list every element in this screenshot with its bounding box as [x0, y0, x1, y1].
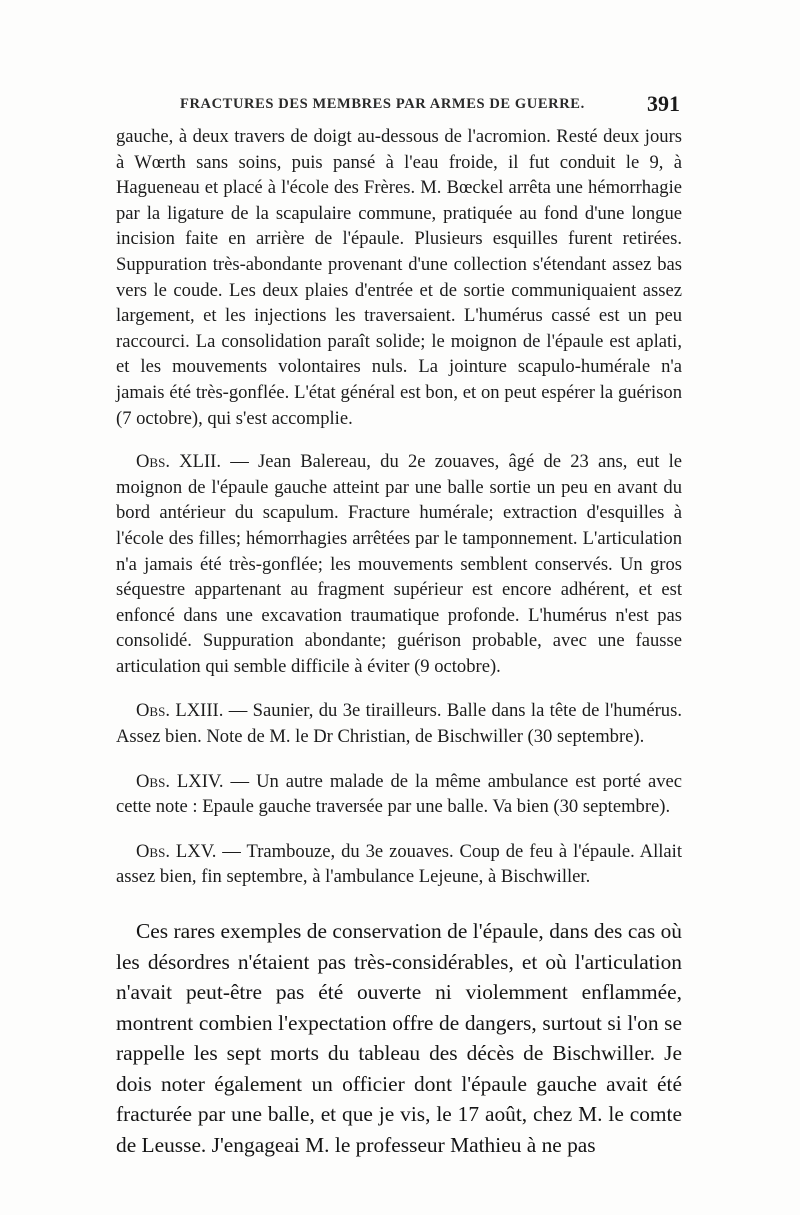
observation-label: Obs. LXIII. — [136, 700, 224, 722]
page-header — [118, 92, 680, 118]
observation-65 — [116, 839, 682, 890]
observation-text: — Saunier, du 3e tirailleurs. Balle dans la tête de l'humérus. Assez bien. Note de M. le Dr Christian, de Bischwiller (30 septembre). — [116, 700, 682, 748]
body-text — [116, 124, 682, 1160]
continuation-paragraph: gauche, à deux travers de doigt au-dessous de l'acromion. Resté deux jours à Wœrth sans soins, puis pansé à l'eau froide, il fut conduit le 9, à Hagueneau et placé à l'école des Frères. M. Bœckel arrêta une hémorrhagie par la ligature de la scapulaire commune, pratiquée au fond d'une longue incision faite en arrière de l'épaule. Plusieurs esquilles furent retirées. Suppuration très-abondante provenant d'une collection s'étendant assez bas vers le coude. Les deux plaies d'entrée et de sortie communiquaient assez largement, et les injections les traversaient. L'humérus cassé est un peu raccourci. La consolidation paraît solide; le moignon de l'épaule est aplati, et les mouvements volontaires nuls. La jointure scapulo-humérale n'a jamais été très-gonflée. L'état général est bon, et on peut espérer la guérison (7 octobre), qui s'est accomplie. — [116, 126, 682, 429]
observation-text: — Jean Balereau, du 2e zouaves, âgé de 23 ans, eut le moignon de l'épaule gauche atteint par une balle sortie un peu en avant du bord antérieur du scapulum. Fracture humérale; extraction d'esquilles à l'école des filles; hémorrhagies arrêtées par le tamponnement. L'articulation n'a jamais été très-gonflée; les mouvements semblent conservés. Un gros séquestre appartenant au fragment supérieur est encore adhérent, et est enfoncé dans une excavation traumatique profonde. L'humérus n'est pas consolidé. Suppuration abondante; guérison probable, avec une fausse articulation qui semble difficile à éviter (9 octobre). — [116, 451, 682, 677]
conclusion-paragraph: Ces rares exemples de conservation de l'épaule, dans des cas où les désordres n'étaient pas très-considérables, et où l'articulation n'avait peut-être pas été ouverte ni violemment enflammée, montrent combien l'expectation offre de dangers, surtout si l'on se rappelle les sept morts du tableau des décès de Bischwiller. Je dois noter également un officier dont l'épaule gauche avait été fracturée par une balle, et que je vis, le 17 août, chez M. le comte de Leusse. J'engageai M. le professeur Mathieu à ne pas — [116, 919, 682, 1157]
observation-text: — Trambouze, du 3e zouaves. Coup de feu à l'épaule. Allait assez bien, fin septembre, à l'ambulance Lejeune, à Bischwiller. — [116, 840, 683, 888]
running-head: FRACTURES DES MEMBRES PAR ARMES DE GUERRE. — [180, 96, 585, 112]
observation-label: Obs. XLII. — [136, 451, 221, 473]
observation-label: Obs. LXIV. — [136, 770, 224, 792]
observation-63 — [116, 698, 682, 749]
observation-64 — [116, 769, 682, 820]
observation-label: Obs. LXV. — [136, 840, 217, 862]
page-number: 391 — [647, 91, 680, 116]
observation-42 — [116, 449, 682, 679]
observation-text: — Un autre malade de la même ambulance est porté avec cette note : Epaule gauche traversée par une balle. Va bien (30 septembre). — [116, 770, 682, 818]
